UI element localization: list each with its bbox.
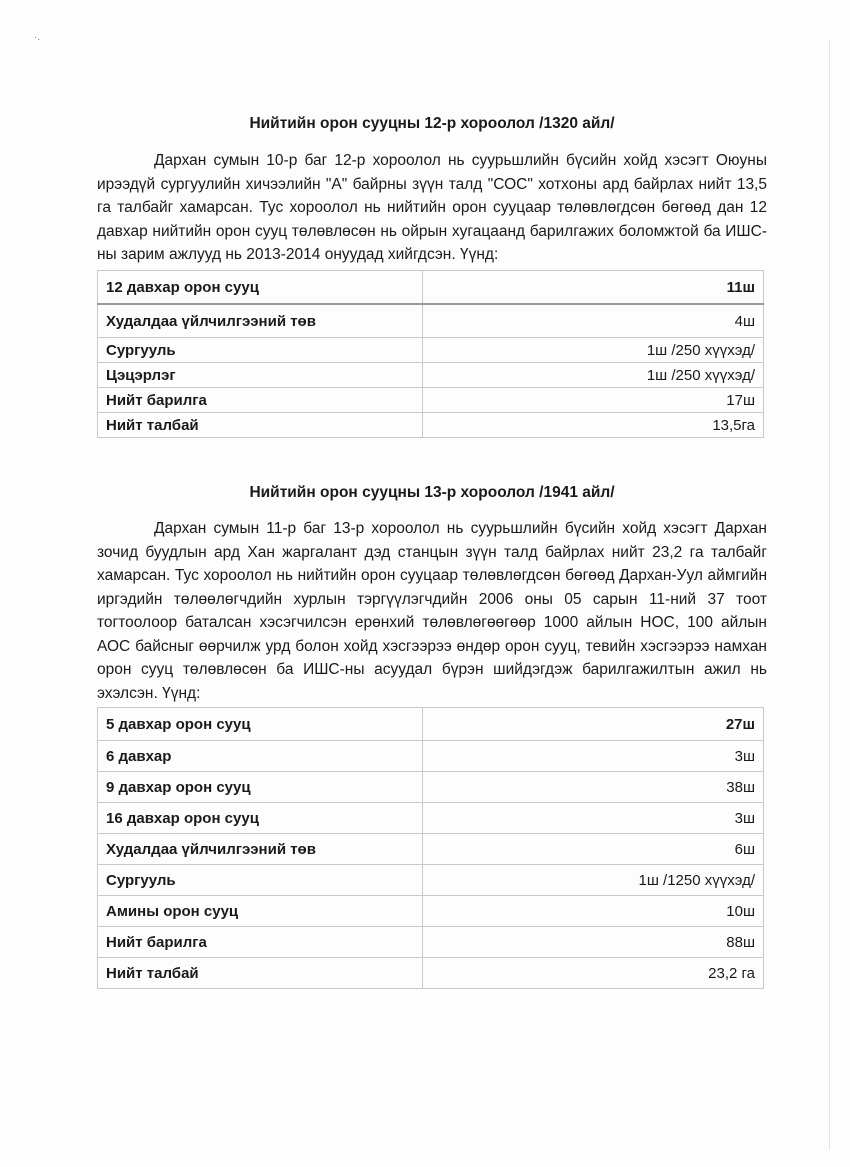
row-value: 4ш bbox=[423, 304, 764, 338]
row-value: 13,5га bbox=[423, 413, 764, 438]
section2-paragraph: Дархан сумын 11-р баг 13-р хороолол нь суурьшлийн бүсийн хойд хэсэгт Дархан зочид буудлын ард Хан жаргалант дэд станцын зүүн талд байрлах нийт 23,2 га талбайг хамарсан. Тус хороолол нь нийтийн орон сууцаар төлөвлөгдсөн бөгөөд Дархан-Уул аймгийн иргэдийн төлөөлөгчдийн хурлын тэргүүлэгчдийн 2006 оны 05 сарын 11-ний 37 тоот тогтоолоор баталсан хэсэгчилсэн ерөнхий төлөвлөгөөгөөр 1000 айлын НОС, 100 айлын АОС байсныг өөрчилж урд болон хойд хэсгээрээ өндөр орон сууц, тевийн хэсгээрээ намхан орон сууц төлөвлөсөн ба ИШС-ны асуудал бүрэн шийдэгдэж барилгажилтын ажил нь эхэлсэн. Үүнд: bbox=[97, 520, 767, 702]
table-row bbox=[98, 338, 764, 363]
row-value: 38ш bbox=[423, 772, 764, 803]
scan-artifact: ·. bbox=[34, 32, 41, 43]
row-name: 6 давхар bbox=[98, 741, 423, 772]
row-name: Нийт барилга bbox=[98, 388, 423, 413]
table-row bbox=[98, 958, 764, 989]
row-name: Нийт талбай bbox=[98, 413, 423, 438]
row-value: 3ш bbox=[423, 803, 764, 834]
row-value: 27ш bbox=[423, 708, 764, 741]
row-name: Нийт барилга bbox=[98, 927, 423, 958]
row-name: 16 давхар орон сууц bbox=[98, 803, 423, 834]
row-name: 5 давхар орон сууц bbox=[98, 708, 423, 741]
row-name: Худалдаа үйлчилгээний төв bbox=[98, 304, 423, 338]
table-row bbox=[98, 708, 764, 741]
row-name: Нийт талбай bbox=[98, 958, 423, 989]
table-row bbox=[98, 741, 764, 772]
row-value: 1ш /250 хүүхэд/ bbox=[423, 363, 764, 388]
table-row bbox=[98, 772, 764, 803]
section1-paragraph: Дархан сумын 10-р баг 12-р хороолол нь суурьшлийн бүсийн хойд хэсэгт Оюуны ирээдүй сургуулийн хичээлийн "А" байрны зүүн талд "СОС" хотхоны ард байрлах нийт 13,5 га талбайг хамарсан. Тус хороолол нь нийтийн орон сууцаар төлөвлөгдсөн бөгөөд дан 12 давхар нийтийн орон сууц төлөвлөсөн нь ойрын хугацаанд барилгажих боломжтой ба ИШС-ны зарим ажлууд нь 2013-2014 онуудад хийгдсэн. Үүнд: bbox=[97, 152, 767, 263]
row-name: Сургууль bbox=[98, 338, 423, 363]
row-value: 11ш bbox=[423, 271, 764, 305]
table-row bbox=[98, 803, 764, 834]
table-row bbox=[98, 927, 764, 958]
row-name: 12 давхар орон сууц bbox=[98, 271, 423, 305]
section2-table bbox=[97, 707, 764, 989]
section1-title: Нийтийн орон сууцны 12-р хороолол /1320 айл/ bbox=[249, 115, 615, 132]
row-value: 88ш bbox=[423, 927, 764, 958]
row-value: 6ш bbox=[423, 834, 764, 865]
row-name: Амины орон сууц bbox=[98, 896, 423, 927]
section2-title: Нийтийн орон сууцны 13-р хороолол /1941 айл/ bbox=[249, 484, 615, 501]
table-row bbox=[98, 413, 764, 438]
row-name: Худалдаа үйлчилгээний төв bbox=[98, 834, 423, 865]
row-value: 17ш bbox=[423, 388, 764, 413]
row-value: 1ш /1250 хүүхэд/ bbox=[423, 865, 764, 896]
section1-table bbox=[97, 270, 764, 438]
row-value: 23,2 га bbox=[423, 958, 764, 989]
table-row bbox=[98, 363, 764, 388]
table-row bbox=[98, 896, 764, 927]
table-row bbox=[98, 271, 764, 305]
table-row bbox=[98, 834, 764, 865]
table-row bbox=[98, 388, 764, 413]
page-edge bbox=[829, 40, 830, 1150]
row-value: 1ш /250 хүүхэд/ bbox=[423, 338, 764, 363]
row-value: 10ш bbox=[423, 896, 764, 927]
row-value: 3ш bbox=[423, 741, 764, 772]
row-name: Сургууль bbox=[98, 865, 423, 896]
row-name: Цэцэрлэг bbox=[98, 363, 423, 388]
row-name: 9 давхар орон сууц bbox=[98, 772, 423, 803]
table-row bbox=[98, 865, 764, 896]
table-row bbox=[98, 304, 764, 338]
